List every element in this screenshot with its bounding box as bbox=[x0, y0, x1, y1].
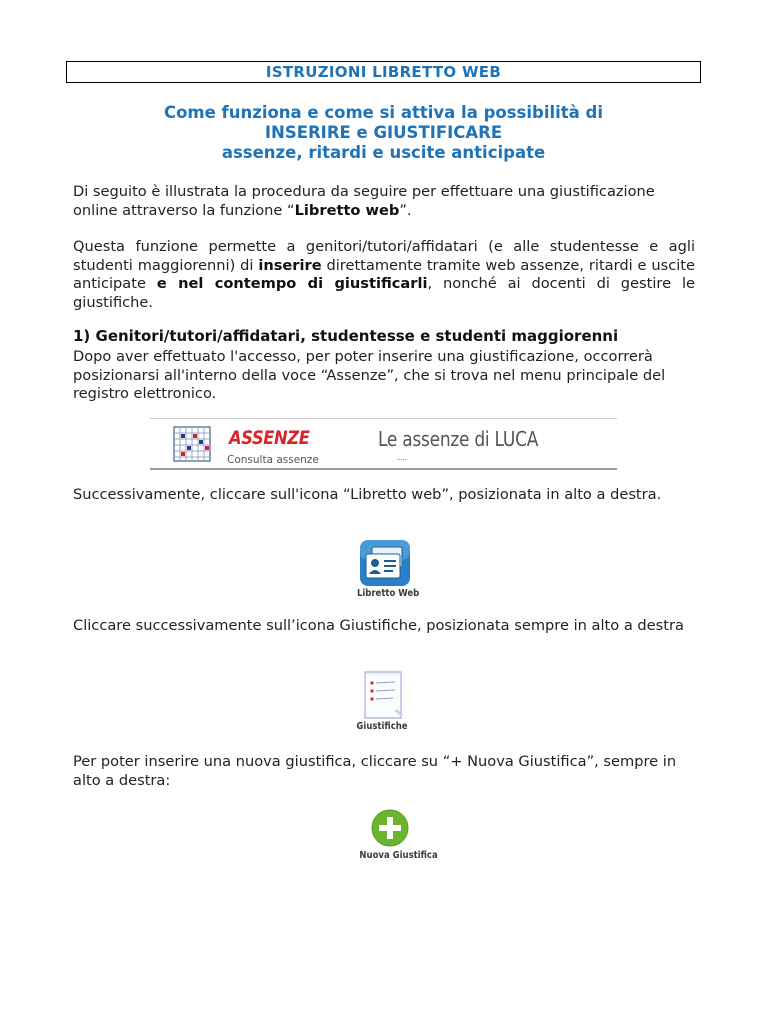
assenze-heading: Le assenze di LUCA bbox=[378, 427, 539, 451]
subtitle-line-1: Come funziona e come si attiva la possibilità di bbox=[163, 103, 604, 122]
subtitle-line-3: assenze, ritardi e uscite anticipate bbox=[221, 143, 546, 162]
document-subtitle bbox=[66, 103, 701, 163]
intro-p2-b: direttamente tramite web assenze, ritardi e uscite anticipate bbox=[73, 256, 696, 292]
section-1-paragraph-2: Successivamente, cliccare sull'icona “Libretto web”, posizionata in alto a destra. bbox=[73, 486, 662, 503]
libretto-web-label: Libretto Web bbox=[356, 588, 420, 599]
giustifiche-label: Giustifiche bbox=[356, 721, 408, 732]
intro-p2-bold-1: inserire bbox=[258, 256, 322, 274]
subtitle-line-2: INSERIRE e GIUSTIFICARE bbox=[264, 123, 503, 142]
calendar-grid-icon bbox=[173, 426, 211, 462]
intro-p2-c: , nonché ai docenti di gestire le giustifiche. bbox=[73, 275, 696, 311]
section-1-heading: 1) Genitori/tutori/affidatari, studentesse e studenti maggiorenni bbox=[73, 327, 619, 345]
banner-divider bbox=[397, 459, 406, 462]
document-title: ISTRUZIONI LIBRETTO WEB bbox=[66, 61, 701, 83]
giustifiche-button[interactable] bbox=[349, 669, 415, 732]
intro-p2-bold-2: e nel contempo di giustificarli bbox=[156, 275, 428, 292]
intro-p2-a: Questa funzione permette a genitori/tutori/affidatari (e alle studentesse e agli studenti maggiorenni) di bbox=[73, 238, 695, 274]
intro-paragraph-1 bbox=[73, 183, 695, 220]
nuova-giustifica-label: Nuova Giustifica bbox=[359, 850, 438, 861]
intro-paragraph-2 bbox=[73, 238, 695, 312]
section-1-paragraph-3: Cliccare successivamente sull’icona Giustifiche, posizionata sempre in alto a destra bbox=[73, 617, 684, 634]
assenze-banner[interactable] bbox=[150, 418, 617, 470]
assenze-label: ASSENZE bbox=[229, 427, 310, 449]
nuova-giustifica-button[interactable] bbox=[354, 808, 438, 861]
section-1-paragraph-1: Dopo aver effettuato l'accesso, per poter inserire una giustificazione, occorrerà posizionarsi all'interno della voce “Assenze”, che si trova nel menu principale del registro elettronico. bbox=[73, 348, 666, 402]
plus-circle-icon bbox=[370, 808, 410, 848]
checklist-icon bbox=[357, 669, 407, 721]
id-cards-icon bbox=[358, 538, 412, 588]
assenze-sublabel: Consulta assenze bbox=[227, 454, 319, 466]
intro-p1-end: ”. bbox=[399, 201, 412, 219]
intro-p1-text: Di seguito è illustrata la procedura da seguire per effettuare una giustificazione online attraverso la funzione “ bbox=[73, 183, 655, 219]
section-1-paragraph-4: Per poter inserire una nuova giustifica, cliccare su “+ Nuova Giustifica”, sempre in alto a destra: bbox=[73, 753, 677, 789]
libretto-web-button[interactable] bbox=[352, 538, 418, 599]
intro-p1-bold: Libretto web bbox=[294, 201, 400, 219]
